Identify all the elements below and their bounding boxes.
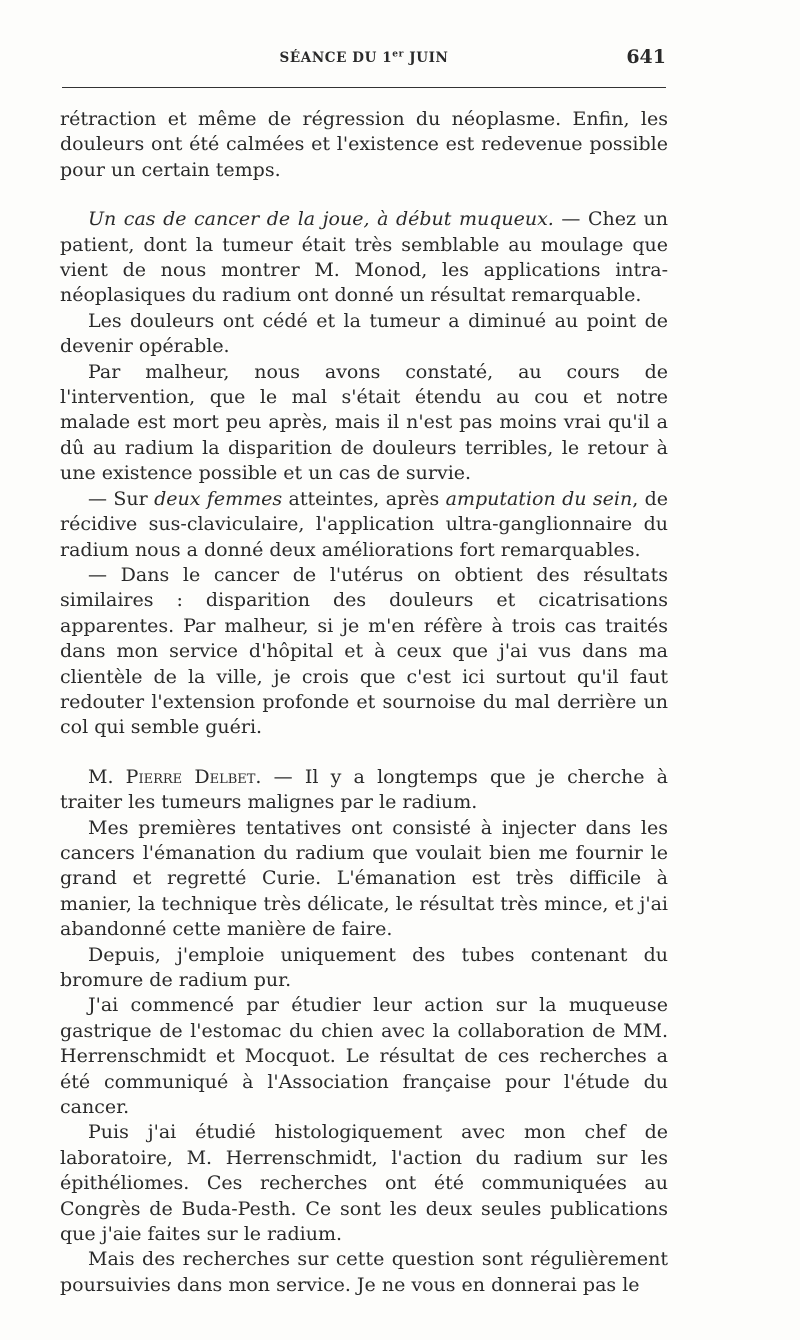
page-header [62, 46, 666, 76]
paragraph-breast-cases [60, 487, 668, 563]
breast-cases-end: , de récidive sus-claviculaire, l'application ultra-ganglionnaire du radium nous a donné deux améliorations fort remarquables. [60, 487, 669, 561]
paragraph-pain-relief: Les douleurs ont cédé et la tumeur a diminué au point de devenir opérable. [60, 309, 668, 358]
paragraph-intervention: Par malheur, nous avons constaté, au cours de l'intervention, que le mal s'était étendu au cou et notre malade est mort peu après, mais il n'est pas moins vrai qu'il a dû au radium la disparition de douleurs terribles, le retour à une existence possible et un cas de survie. [60, 360, 668, 485]
case-title-cheek: Un cas de cancer de la joue, à début muqueux. [88, 208, 554, 231]
paragraph-gastric-study: J'ai commencé par étudier leur action sur la muqueuse gastrique de l'estomac du chien avec la collaboration de MM. Herrenschmidt et Mocquot. Le résultat de ces recherches a été communiqué à l'Association française pour l'étude du cancer. [60, 994, 668, 1119]
header-rule [62, 87, 666, 88]
paragraph-histology: Puis j'ai étudié histologiquement avec mon chef de laboratoire, M. Herrenschmidt, l'action du radium sur les épithéliomes. Ces recherches ont été communiquées au Congrès de Buda-Pesth. Ce sont les deux seules publications que j'aie faites sur le radium. [60, 1121, 668, 1246]
breast-cases-mid: atteintes, après [282, 487, 446, 510]
running-head-ordinal: er [392, 49, 404, 60]
delbet-intro-text: — Il y a longtemps que je cherche à traiter les tumeurs malignes par le radium. [60, 765, 668, 814]
page-number: 641 [626, 46, 666, 68]
paragraph-bromide-tubes: Depuis, j'emploie uniquement des tubes contenant du bromure de radium pur. [60, 943, 668, 991]
paragraph-first-attempts: Mes premières tentatives ont consisté à injecter dans les cancers l'émanation du radium que voulait bien me fournir le grand et regretté Curie. L'émanation est très difficile à manier, la technique très délicate, le résultat très mince, et j'ai abandonné cette manière de faire. [60, 816, 668, 941]
speaker-name: M. Pierre Delbet. [88, 765, 262, 788]
breast-cases-italic-women: deux femmes [154, 487, 283, 510]
paragraph-continuation: rétraction et même de régression du néoplasme. Enfin, les douleurs ont été calmées et l'existence est redevenue possible pour un certain temps. [60, 108, 668, 181]
breast-cases-lead: — Sur [88, 487, 155, 510]
running-head-month: JUIN [403, 50, 449, 66]
paragraph-cheek-cancer [60, 207, 668, 309]
body-text [60, 107, 668, 1298]
paragraph-ongoing-research: Mais des recherches sur cette question sont régulièrement poursuivies dans mon service. Je ne vous en donnerai pas le [60, 1248, 668, 1296]
breast-cases-italic-amputation: amputation du sein [445, 487, 633, 510]
paragraph-delbet-intro [60, 765, 668, 816]
running-head-date: SÉANCE DU 1 [279, 50, 393, 66]
paragraph-cheek-text: — Chez un patient, dont la tumeur était très semblable au moulage que vient de nous montrer M. Monod, les applications intra-néoplasiques du radium ont donné un résultat remarquable. [60, 208, 668, 307]
running-head [62, 50, 666, 66]
paragraph-uterus-cancer: — Dans le cancer de l'utérus on obtient des résultats similaires : disparition des douleurs et cicatrisations apparentes. Par malheur, si je m'en réfère à trois cas traités dans mon service d'hôpital et à ceux que j'ai vus dans ma clientèle de la ville, je crois que c'est ici surtout qu'il faut redouter l'extension profonde et sournoise du mal derrière un col qui semble guéri. [60, 563, 668, 739]
